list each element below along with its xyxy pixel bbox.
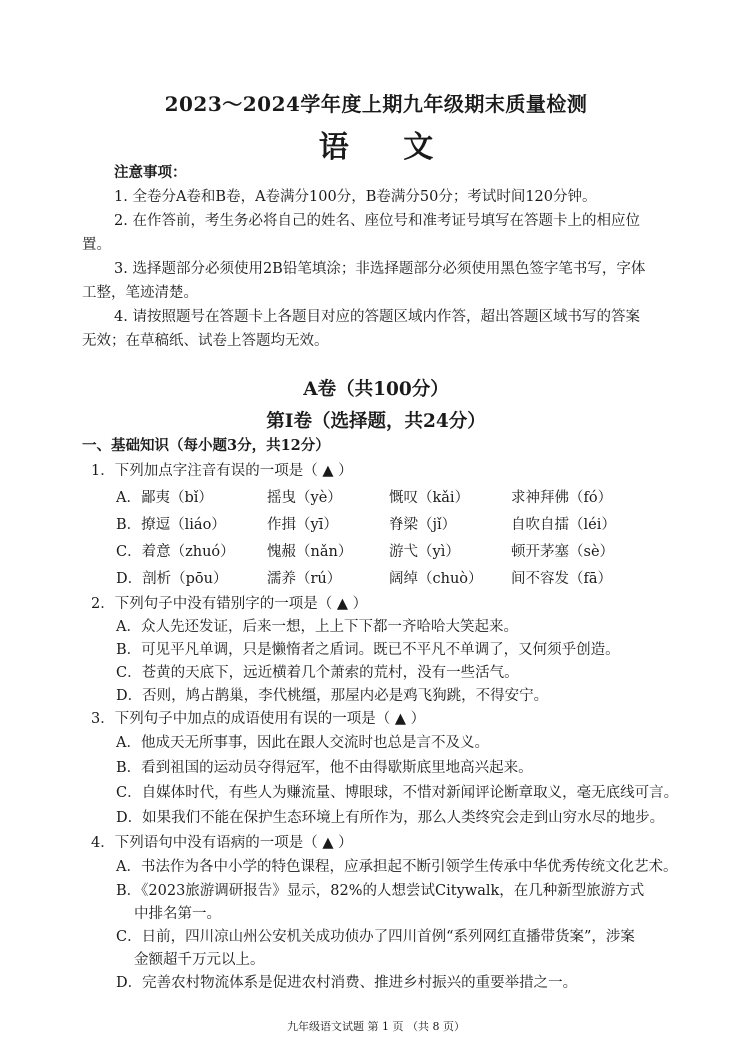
q2-option-b: B．可见平凡单调，只是懒惰者之盾词。既已不平凡不单调了，又何须乎创造。 (116, 642, 620, 658)
notice-item-2: 2. 在作答前，考生务必将自己的姓名、座位号和准考证号填写在答题卡上的相应位 (114, 213, 640, 229)
notice-item-4: 4. 请按照题号在答题卡上各题目对应的答题区域内作答，超出答题区域书写的答案 (114, 309, 640, 325)
notice-item-2-cont: 置。 (82, 237, 111, 253)
q4-option-d: D．完善农村物流体系是促进农村消费、推进乡村振兴的重要举措之一。 (116, 975, 578, 991)
q2-option-c: C．苍黄的天底下，远近横着几个萧索的荒村，没有一些活气。 (116, 665, 519, 681)
q4-option-a: A．书法作为各中小学的特色课程，应承担起不断引领学生传承中华优秀传统文化艺术。 (116, 859, 678, 875)
q1-option-d-1: D．剖析（pōu） (116, 571, 228, 587)
q1-option-b-4: 自吹自擂（léi） (511, 517, 616, 533)
q1-option-b-2: 作揖（yī） (267, 517, 338, 533)
q1-option-a-2: 摇曳（yè） (267, 490, 342, 506)
q4-option-c: C．日前，四川凉山州公安机关成功侦办了四川首例“系列网红直播带货案”，涉案 (116, 929, 635, 945)
q2-stem: 2．下列句子中没有错别字的一项是（ ▲ ） (91, 596, 368, 612)
q3-option-a: A．他成天无所事事，因此在跟人交流时也总是言不及义。 (116, 735, 489, 751)
q1-stem: 1．下列加点字注音有误的一项是（ ▲ ） (91, 463, 353, 479)
notice-item-3: 3. 选择题部分必须使用2B铅笔填涂；非选择题部分必须使用黑色签字笔书写，字体 (114, 261, 646, 277)
part-1-title: 第Ⅰ卷（选择题，共24分） (266, 411, 486, 432)
q1-option-c-3: 游弋（yì） (389, 544, 460, 560)
q1-option-c-1: C．着意（zhuó） (116, 544, 235, 560)
q3-option-b: B．看到祖国的运动员夺得冠军，他不由得歇斯底里地高兴起来。 (116, 760, 533, 776)
q1-option-d-4: 间不容发（fā） (511, 571, 613, 587)
q3-option-d: D．如果我们不能在保护生态环境上有所作为，那么人类终究会走到山穷水尽的地步。 (116, 810, 665, 826)
q4-stem: 4．下列语句中没有语病的一项是（ ▲ ） (91, 835, 353, 851)
q4-option-c-cont: 金额超千万元以上。 (134, 952, 265, 968)
exam-title: 2023～2024学年度上期九年级期末质量检测 (164, 92, 588, 116)
notice-item-3-cont: 工整，笔迹清楚。 (82, 285, 198, 301)
notice-item-1: 1. 全卷分A卷和B卷，A卷满分100分，B卷满分50分；考试时间120分钟。 (114, 189, 597, 205)
q3-option-c: C．自媒体时代，有些人为赚流量、博眼球，不惜对新闻评论断章取义，毫无底线可言。 (116, 785, 679, 801)
part-a-title: A卷（共100分） (303, 379, 449, 400)
q1-option-a-3: 慨叹（kǎi） (389, 490, 470, 506)
subject-title: 语 文 (318, 130, 456, 165)
q1-option-b-1: B．撩逗（liáo） (116, 517, 226, 533)
notice-heading: 注意事项： (114, 164, 187, 181)
page-footer: 九年级语文试题 第 1 页 （共 8 页） (287, 1020, 465, 1033)
q1-option-c-2: 愧赧（nǎn） (267, 544, 353, 560)
q1-option-b-3: 脊梁（jǐ） (389, 517, 457, 533)
q1-option-a-4: 求神拜佛（fó） (511, 490, 613, 506)
q4-option-b-cont: 中排名第一。 (134, 906, 221, 922)
q1-option-c-4: 顿开茅塞（sè） (511, 544, 615, 560)
q1-option-d-3: 阔绰（chuò） (389, 571, 483, 587)
q2-option-d: D．否则，鸠占鹊巢，李代桃缰，那屋内必是鸡飞狗跳，不得安宁。 (116, 688, 549, 704)
q1-option-d-2: 濡养（rú） (267, 571, 342, 587)
q3-stem: 3．下列句子中加点的成语使用有误的一项是（ ▲ ） (91, 711, 426, 727)
notice-item-4-cont: 无效；在草稿纸、试卷上答题均无效。 (82, 333, 329, 349)
q1-option-a-1: A．鄙夷（bǐ） (116, 490, 213, 506)
section-heading: 一、基础知识（每小题3分，共12分） (82, 437, 330, 454)
q4-option-b: B．《2023旅游调研报告》显示，82%的人想尝试Citywalk，在几种新型旅游方式 (116, 883, 645, 899)
q2-option-a: A．众人先还发证，后来一想，上上下下都一齐哈哈大笑起来。 (116, 619, 518, 635)
